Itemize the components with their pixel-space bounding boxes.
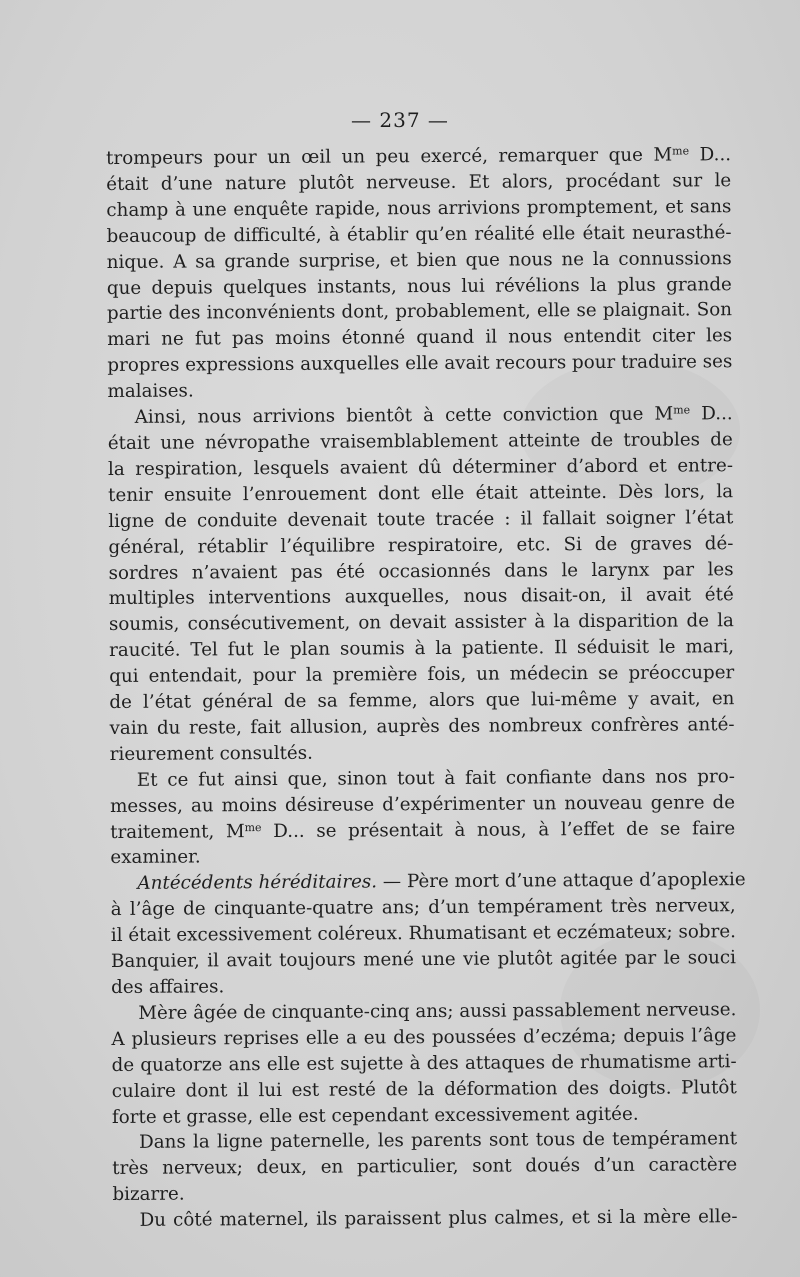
line-text: qui entendait, pour la première fois, un médecin se préoccuper bbox=[109, 662, 735, 688]
text-line bbox=[109, 608, 734, 638]
text-line bbox=[111, 971, 736, 1001]
text-line bbox=[112, 1153, 737, 1183]
text-line bbox=[106, 194, 731, 224]
line-text: forte et grasse, elle est cependant excessivement agitée. bbox=[111, 1103, 639, 1128]
text-line bbox=[111, 997, 736, 1027]
line-text: Du côté maternel, ils paraissent plus calmes, et si la mère elle- bbox=[139, 1206, 738, 1231]
text-line bbox=[108, 401, 733, 431]
text-line bbox=[109, 583, 734, 613]
line-text: mari ne fut pas moins étonné quand il nous entendit citer les bbox=[107, 325, 733, 351]
text-line bbox=[109, 660, 734, 690]
text-line bbox=[108, 505, 733, 535]
line-text: messes, au moins désireuse d’expérimenter un nouveau genre de bbox=[109, 791, 736, 817]
line-text: très nerveux; deux, en particulier, sont doués d’un caractère bbox=[112, 1154, 738, 1180]
line-text: malaises. bbox=[107, 380, 194, 403]
line-text: examiner. bbox=[110, 846, 201, 869]
line-text: raucité. Tel fut le plan soumis à la patiente. Il séduisit le mari, bbox=[109, 636, 735, 662]
text-line bbox=[110, 764, 735, 794]
body-text bbox=[106, 142, 746, 1234]
line-text: Banquier, il avait toujours mené une vie plutôt agitée par le souci bbox=[110, 947, 737, 973]
line-text-tail: D... se présentait à nous, à l’effet de se faire bbox=[261, 817, 736, 842]
line-text: vain du reste, fait allusion, auprès des nombreux confrères anté- bbox=[109, 714, 735, 739]
text-line bbox=[110, 842, 735, 872]
text-line bbox=[107, 324, 732, 354]
text-line bbox=[112, 1101, 737, 1131]
line-text: des affaires. bbox=[111, 976, 225, 998]
line-text: Ainsi, nous arrivions bientôt à cette conviction que M bbox=[134, 403, 674, 428]
text-line bbox=[107, 246, 732, 276]
line-text: nique. A sa grande surprise, et bien que nous ne la connussions bbox=[106, 247, 732, 273]
text-line bbox=[106, 168, 731, 198]
text-line bbox=[107, 375, 732, 405]
line-text: ligne de conduite devenait toute tracée : il fallait soigner l’état bbox=[108, 506, 734, 532]
text-line bbox=[111, 1023, 736, 1053]
text-line bbox=[112, 1127, 737, 1157]
line-text: — Père mort d’une attaque d’apoplexie bbox=[377, 869, 746, 893]
text-line bbox=[112, 1049, 737, 1079]
line-text: bizarre. bbox=[112, 1183, 185, 1206]
text-line bbox=[108, 531, 733, 561]
line-text: était d’une nature plutôt nerveuse. Et alors, procédant sur le bbox=[106, 170, 732, 195]
page-number: — 237 — bbox=[351, 108, 449, 132]
line-text: propres expressions auxquelles elle avait recours pour traduire ses bbox=[107, 351, 733, 377]
text-line bbox=[108, 453, 733, 483]
text-line bbox=[112, 1204, 737, 1234]
text-line bbox=[108, 479, 733, 509]
line-text: que depuis quelques instants, nous lui révélions la plus grande bbox=[106, 273, 732, 299]
line-text: A plusieurs reprises elle a eu des poussées d’eczéma; depuis l’âge bbox=[111, 1024, 737, 1050]
text-line bbox=[112, 1178, 737, 1208]
line-text: traitement, M bbox=[110, 820, 245, 843]
text-line bbox=[106, 142, 731, 172]
text-line bbox=[110, 868, 746, 898]
section-heading: Antécédents héréditaires. bbox=[137, 871, 378, 895]
line-text: Et ce fut ainsi que, sinon tout à fait confiante dans nos pro- bbox=[136, 765, 735, 791]
line-text: multiples interventions auxquelles, nous disait-on, il avait été bbox=[108, 584, 734, 610]
line-text: à l’âge de cinquante-quatre ans; d’un tempérament très nerveux, bbox=[110, 895, 736, 921]
text-line bbox=[110, 816, 735, 846]
text-line bbox=[112, 1075, 737, 1105]
line-text: général, rétablir l’équilibre respiratoire, etc. Si de graves dé- bbox=[108, 532, 734, 558]
line-text: il était excessivement coléreux. Rhumatisant et eczémateux; sobre. bbox=[110, 921, 737, 947]
line-text: Dans la ligne paternelle, les parents sont tous de tempérament bbox=[139, 1128, 738, 1154]
text-line bbox=[109, 686, 734, 716]
text-line bbox=[109, 634, 734, 664]
line-text: culaire dont il lui est resté de la déformation des doigts. Plutôt bbox=[111, 1076, 737, 1102]
line-text: champ à une enquête rapide, nous arrivions promptement, et sans bbox=[106, 195, 732, 221]
line-text: soumis, consécutivement, on devait assister à la disparition de la bbox=[108, 610, 734, 636]
title-abbreviation: me bbox=[244, 820, 262, 834]
line-text: rieurement consultés. bbox=[109, 742, 313, 765]
line-text: de quatorze ans elle est sujette à des attaques de rhumatisme arti- bbox=[111, 1050, 737, 1076]
text-line bbox=[107, 349, 732, 379]
line-text: partie des inconvénients dont, probablement, elle se plaignait. Son bbox=[106, 299, 733, 325]
text-line bbox=[108, 427, 733, 457]
line-text-tail: D... bbox=[689, 144, 732, 166]
text-line bbox=[111, 893, 736, 923]
line-text: trompeurs pour un œil un peu exercé, remarquer que M bbox=[106, 144, 673, 169]
title-abbreviation: me bbox=[672, 144, 690, 158]
text-line bbox=[111, 945, 736, 975]
line-text: Mère âgée de cinquante-cinq ans; aussi passablement nerveuse. bbox=[138, 999, 737, 1024]
line-text: sordres n’avaient pas été occasionnés dans le larynx par les bbox=[108, 558, 734, 584]
line-text: la respiration, lesquels avaient dû déterminer d’abord et entre- bbox=[107, 455, 734, 480]
line-text: tenir ensuite l’enrouement dont elle était atteinte. Dès lors, la bbox=[108, 480, 734, 506]
line-text-tail: D... bbox=[690, 403, 733, 425]
text-line bbox=[109, 557, 734, 587]
line-text: de l’état général de sa femme, alors que lui-même y avait, en bbox=[109, 688, 735, 714]
text-line bbox=[107, 298, 732, 328]
title-abbreviation: me bbox=[673, 403, 691, 417]
text-line bbox=[110, 738, 735, 768]
text-line bbox=[110, 790, 735, 820]
text-line bbox=[111, 919, 736, 949]
line-text: beaucoup de difficulté, à établir qu’en réalité elle était neurasthé- bbox=[106, 221, 732, 247]
text-line bbox=[106, 220, 731, 250]
line-text: était une névropathe vraisemblablement atteinte de troubles de bbox=[107, 429, 733, 454]
text-line bbox=[109, 712, 734, 742]
text-line bbox=[107, 272, 732, 302]
